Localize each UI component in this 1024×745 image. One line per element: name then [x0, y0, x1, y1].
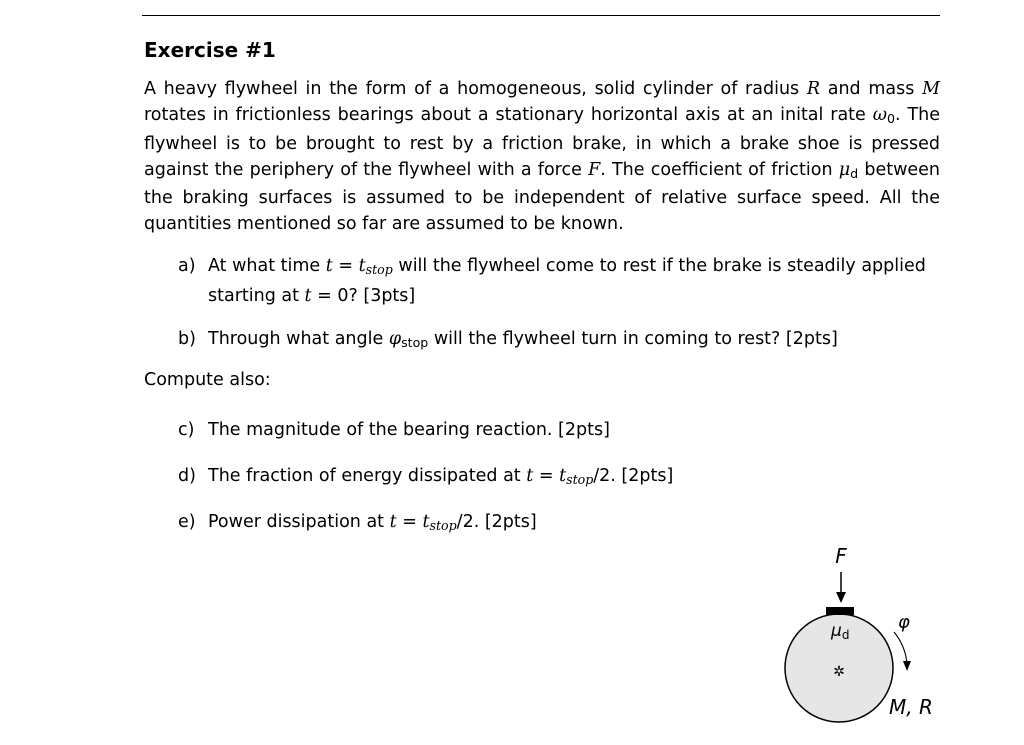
problem-statement: A heavy flywheel in the form of a homogeneous, solid cylinder of radius R and mass M rotates in frictionless bearings about a stationary horizontal axis at an inital rate $\omega_0$. The flywheel is to be brought to rest by a friction brake, in which a brake shoe is pressed against the periphery of the flywheel with a force F. The coefficient of friction $\mu_d$ between the braking surfaces is assumed to be independent of relative surface speed. All the quantities mentioned so far are assumed to be known.: [144, 79, 941, 235]
compute-also-label: Compute also:: [144, 370, 271, 390]
question-a: a) At what time $t = t_{stop}$ will the flywheel come to rest if the brake is steadily applied starting at t = 0? [3pts]: [178, 256, 926, 307]
brake-shoe: [826, 607, 854, 615]
question-e: e) Power dissipation at $t = t_{stop}/2$. [2pts]: [178, 512, 537, 534]
angle-label: φ: [898, 612, 910, 633]
force-label: F: [835, 544, 847, 568]
rotation-arc: [894, 632, 907, 664]
axle-marker: ✲: [833, 664, 845, 680]
force-arrow-head: [836, 592, 846, 603]
rotation-arrow-head: [903, 661, 911, 671]
mass-radius-label: M, R: [889, 695, 933, 719]
question-c: c) The magnitude of the bearing reaction. [2pts]: [178, 420, 610, 440]
friction-coefficient-label: μd: [831, 621, 850, 642]
question-d: d) The fraction of energy dissipated at $t = t_{stop}/2$. [2pts]: [178, 466, 674, 488]
exercise-title: Exercise #1: [144, 38, 276, 62]
question-b: b) Through what angle $\varphi_{stop}$ will the flywheel turn in coming to rest? [2pts]: [178, 329, 838, 351]
